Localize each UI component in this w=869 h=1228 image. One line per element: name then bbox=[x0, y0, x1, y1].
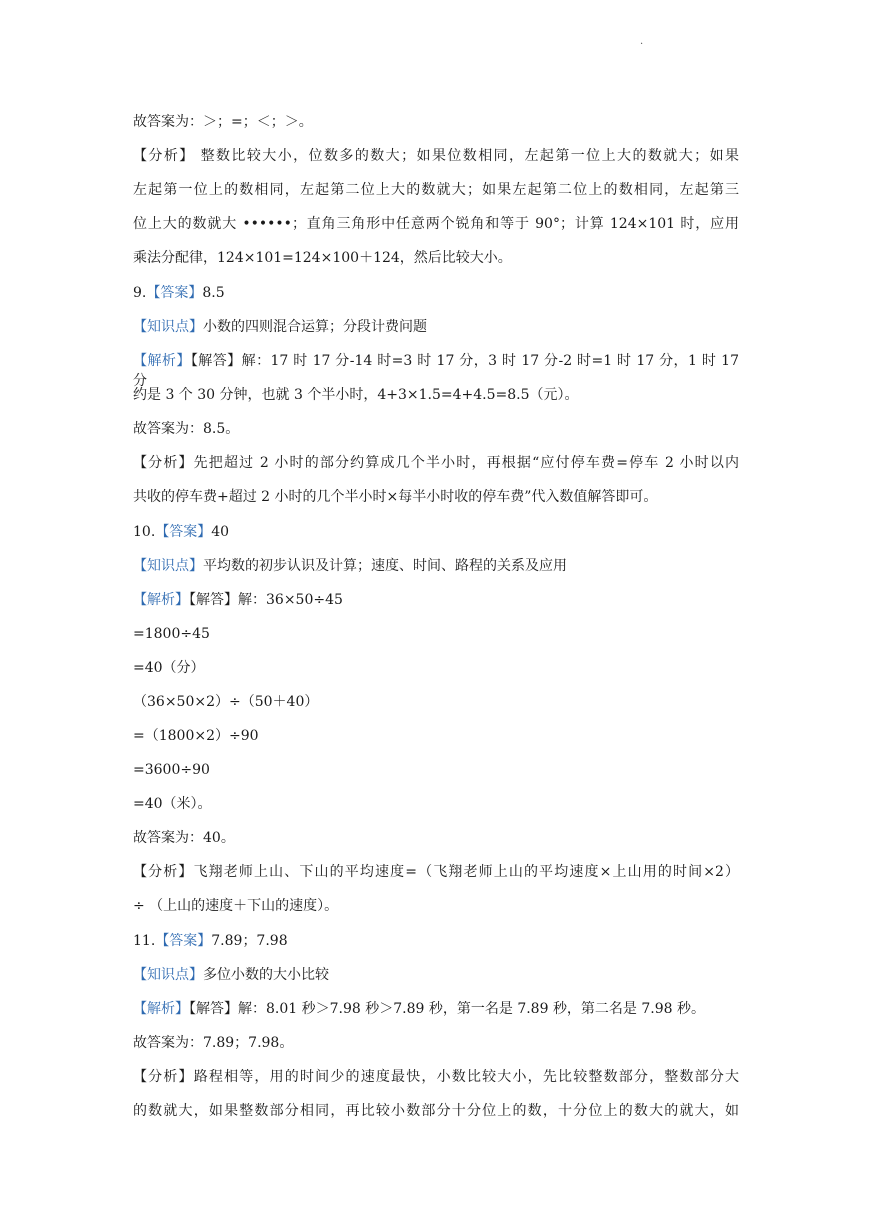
question-11-answer bbox=[133, 931, 739, 951]
knowledge-point-tag: 【知识点】 bbox=[133, 558, 203, 574]
question-10-answer bbox=[133, 522, 739, 542]
knowledge-point-text: 平均数的初步认识及计算；速度、时间、路程的关系及应用 bbox=[203, 558, 567, 574]
calculation-step: =40（分） bbox=[133, 660, 205, 676]
calculation-step: =1800÷45 bbox=[133, 626, 210, 642]
analysis-line: 左起第一位上的数相同，左起第二位上大的数就大；如果左起第二位上的数相同，左起第三 bbox=[133, 182, 739, 198]
final-answer-line: 故答案为：40。 bbox=[133, 830, 235, 846]
calculation-step: =3600÷90 bbox=[133, 762, 210, 778]
analysis-line bbox=[133, 453, 739, 473]
calculation-step: =40（米）。 bbox=[133, 796, 212, 812]
answer-value: 8.5 bbox=[202, 285, 225, 301]
analysis-text: 先把超过 2 小时的部分约算成几个半小时，再根据“应付停车费=停车 2 小时以内 bbox=[193, 455, 739, 471]
analysis-line bbox=[133, 146, 739, 166]
analysis-line: 位上大的数就大 ••••••；直角三角形中任意两个锐角和等于 90°；计算 124×101 时，应用 bbox=[133, 216, 739, 232]
solution-line: 约是 3 个 30 分钟，也就 3 个半小时，4+3×1.5=4+4.5=8.5（元）。 bbox=[133, 387, 579, 403]
knowledge-point-line bbox=[133, 317, 739, 337]
answer-tag: 【答案】 bbox=[155, 933, 212, 949]
analysis-tag: 【分析】 bbox=[133, 864, 194, 880]
analysis-line: ÷ （上山的速度＋下山的速度）。 bbox=[133, 898, 339, 914]
calculation-step: （36×50×2）÷（50＋40） bbox=[133, 694, 319, 710]
question-number: 9. bbox=[133, 285, 147, 301]
final-answer-line: 故答案为：7.89；7.98。 bbox=[133, 1035, 294, 1051]
final-answer-line: 故答案为：8.5。 bbox=[133, 421, 240, 437]
solution-text: 【解答】解：36×50÷45 bbox=[189, 592, 343, 608]
analysis-text: 路程相等，用的时间少的速度最快，小数比较大小，先比较整数部分，整数部分大 bbox=[193, 1069, 739, 1085]
solution-line bbox=[133, 999, 739, 1019]
analysis-line: 的数就大，如果整数部分相同，再比较小数部分十分位上的数，十分位上的数大的就大，如 bbox=[133, 1103, 739, 1119]
analysis-text: 整数比较大小，位数多的数大；如果位数相同，左起第一位上大的数就大；如果 bbox=[194, 148, 740, 164]
answer-tag: 【答案】 bbox=[146, 285, 203, 301]
solution-text: 【解答】解：8.01 秒＞7.98 秒＞7.89 秒，第一名是 7.89 秒，第二名是 7.98 秒。 bbox=[189, 1001, 706, 1017]
analysis-tag: 【分析】 bbox=[133, 1069, 194, 1085]
question-number: 10. bbox=[133, 524, 156, 540]
answer-tag: 【答案】 bbox=[155, 524, 212, 540]
calculation-step: =（1800×2）÷90 bbox=[133, 728, 259, 744]
knowledge-point-line bbox=[133, 965, 739, 985]
analysis-line bbox=[133, 862, 739, 882]
solution-line bbox=[133, 351, 739, 389]
solution-line bbox=[133, 590, 739, 610]
knowledge-point-tag: 【知识点】 bbox=[133, 319, 203, 335]
corner-mark: . bbox=[640, 36, 644, 47]
answer-line: 故答案为：＞；=；＜；＞。 bbox=[133, 114, 313, 130]
knowledge-point-text: 多位小数的大小比较 bbox=[203, 967, 329, 983]
question-number: 11. bbox=[133, 933, 156, 949]
knowledge-point-tag: 【知识点】 bbox=[133, 967, 203, 983]
analysis-tag: 【分析】 bbox=[133, 455, 194, 471]
solution-tag: 【解析】 bbox=[133, 353, 191, 369]
knowledge-point-line bbox=[133, 556, 739, 576]
solution-tag: 【解析】 bbox=[133, 592, 189, 608]
answer-value: 40 bbox=[211, 524, 230, 540]
answer-value: 7.89；7.98 bbox=[211, 933, 288, 949]
question-9-answer bbox=[133, 283, 739, 303]
analysis-text: 飞翔老师上山、下山的平均速度=（飞翔老师上山的平均速度×上山用的时间×2） bbox=[193, 864, 740, 880]
knowledge-point-text: 小数的四则混合运算；分段计费问题 bbox=[203, 319, 427, 335]
solution-text: 【解答】解：17 时 17 分-14 时=3 时 17 分，3 时 17 分-2 时=1 时 17 分，1 时 17 分 bbox=[133, 353, 739, 389]
analysis-line bbox=[133, 1067, 739, 1087]
solution-tag: 【解析】 bbox=[133, 1001, 189, 1017]
analysis-tag: 【分析】 bbox=[133, 148, 195, 164]
analysis-line: 乘法分配律，124×101=124×100＋124，然后比较大小。 bbox=[133, 250, 512, 266]
analysis-line: 共收的停车费+超过 2 小时的几个半小时×每半小时收的停车费”代入数值解答即可。 bbox=[133, 489, 658, 505]
